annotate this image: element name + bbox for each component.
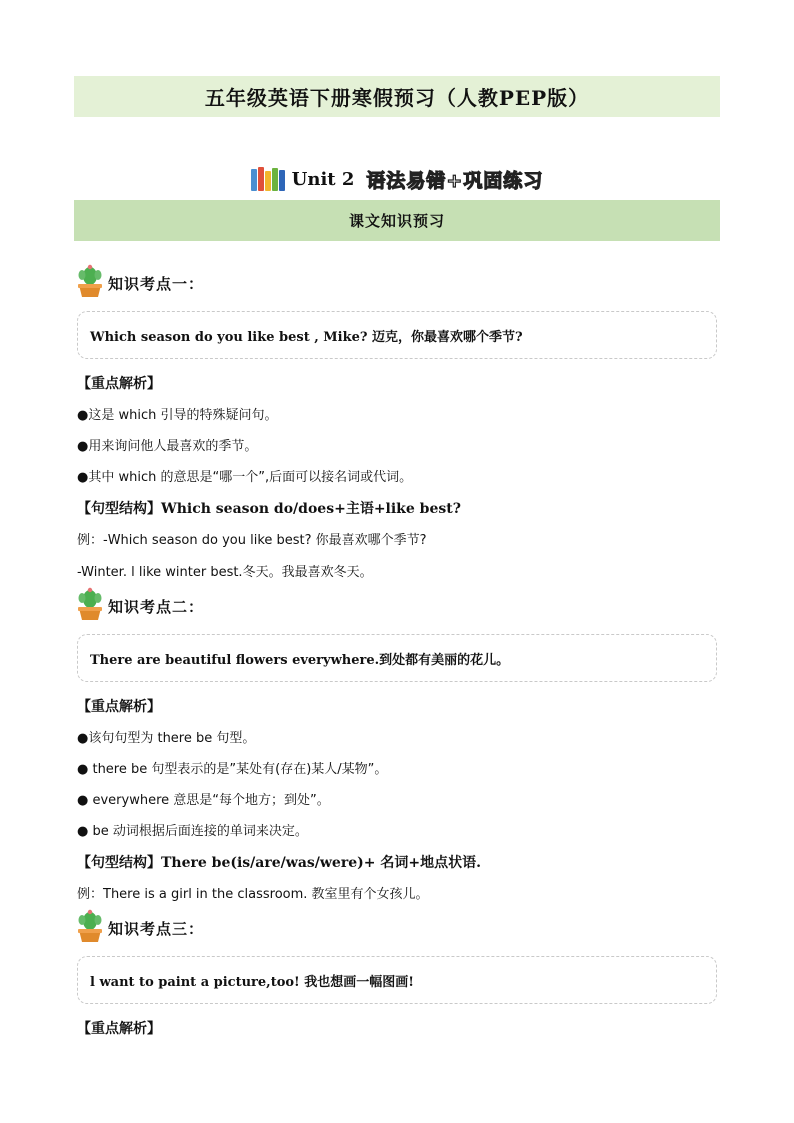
knowledge-point-1-heading <box>76 264 204 298</box>
knowledge-point-3-heading <box>76 909 204 943</box>
unit-heading <box>0 164 794 194</box>
example-sentence-box: l want to paint a picture,too! 我也想画一幅图画! <box>77 956 717 1004</box>
analysis-point: ● there be 句型表示的是”某处有(存在)某人/某物”。 <box>77 762 388 777</box>
knowledge-point-label: 知识考点三： <box>108 920 205 938</box>
analysis-point: ●这是 which 引导的特殊疑问句。 <box>77 408 278 423</box>
analysis-title: 【重点解析】 <box>77 376 161 392</box>
analysis-point: ● be 动词根据后面连接的单词来决定。 <box>77 824 308 839</box>
analysis-point: ●该句句型为 there be 句型。 <box>77 731 256 746</box>
analysis-point: ● everywhere 意思是“每个地方；到处”。 <box>77 793 330 808</box>
unit-number: Unit 2 <box>291 168 355 190</box>
cactus-icon <box>76 264 104 298</box>
analysis-point: ●用来询问他人最喜欢的季节。 <box>77 439 258 454</box>
example-line: 例：There is a girl in the classroom. 教室里有个女孩儿。 <box>77 887 429 902</box>
knowledge-point-label: 知识考点二： <box>108 598 205 616</box>
section-title: 课文知识预习 <box>74 200 720 241</box>
analysis-title: 【重点解析】 <box>77 1021 161 1037</box>
example-sentence-box: Which season do you like best , Mike? 迈克，你最喜欢哪个季节? <box>77 311 717 359</box>
analysis-point: ●其中 which 的意思是“哪一个”,后面可以接名词或代词。 <box>77 470 413 485</box>
unit-topic: 语法易错+巩固练习 <box>366 169 544 192</box>
knowledge-point-2-heading <box>76 587 204 621</box>
example-line: -Winter. l like winter best.冬天。我最喜欢冬天。 <box>77 565 373 580</box>
example-line: 例：-Which season do you like best? 你最喜欢哪个季节? <box>77 533 427 548</box>
books-icon <box>251 167 286 191</box>
sentence-structure: 【句型结构】Which season do/does+主语+like best? <box>77 501 461 517</box>
knowledge-point-label: 知识考点一： <box>108 275 205 293</box>
page-title: 五年级英语下册寒假预习（人教PEP版） <box>74 76 720 117</box>
sentence-structure: 【句型结构】There be(is/are/was/were)+ 名词+地点状语. <box>77 855 481 871</box>
cactus-icon <box>76 909 104 943</box>
cactus-icon <box>76 587 104 621</box>
example-sentence-box: There are beautiful flowers everywhere.到处都有美丽的花儿。 <box>77 634 717 682</box>
analysis-title: 【重点解析】 <box>77 699 161 715</box>
